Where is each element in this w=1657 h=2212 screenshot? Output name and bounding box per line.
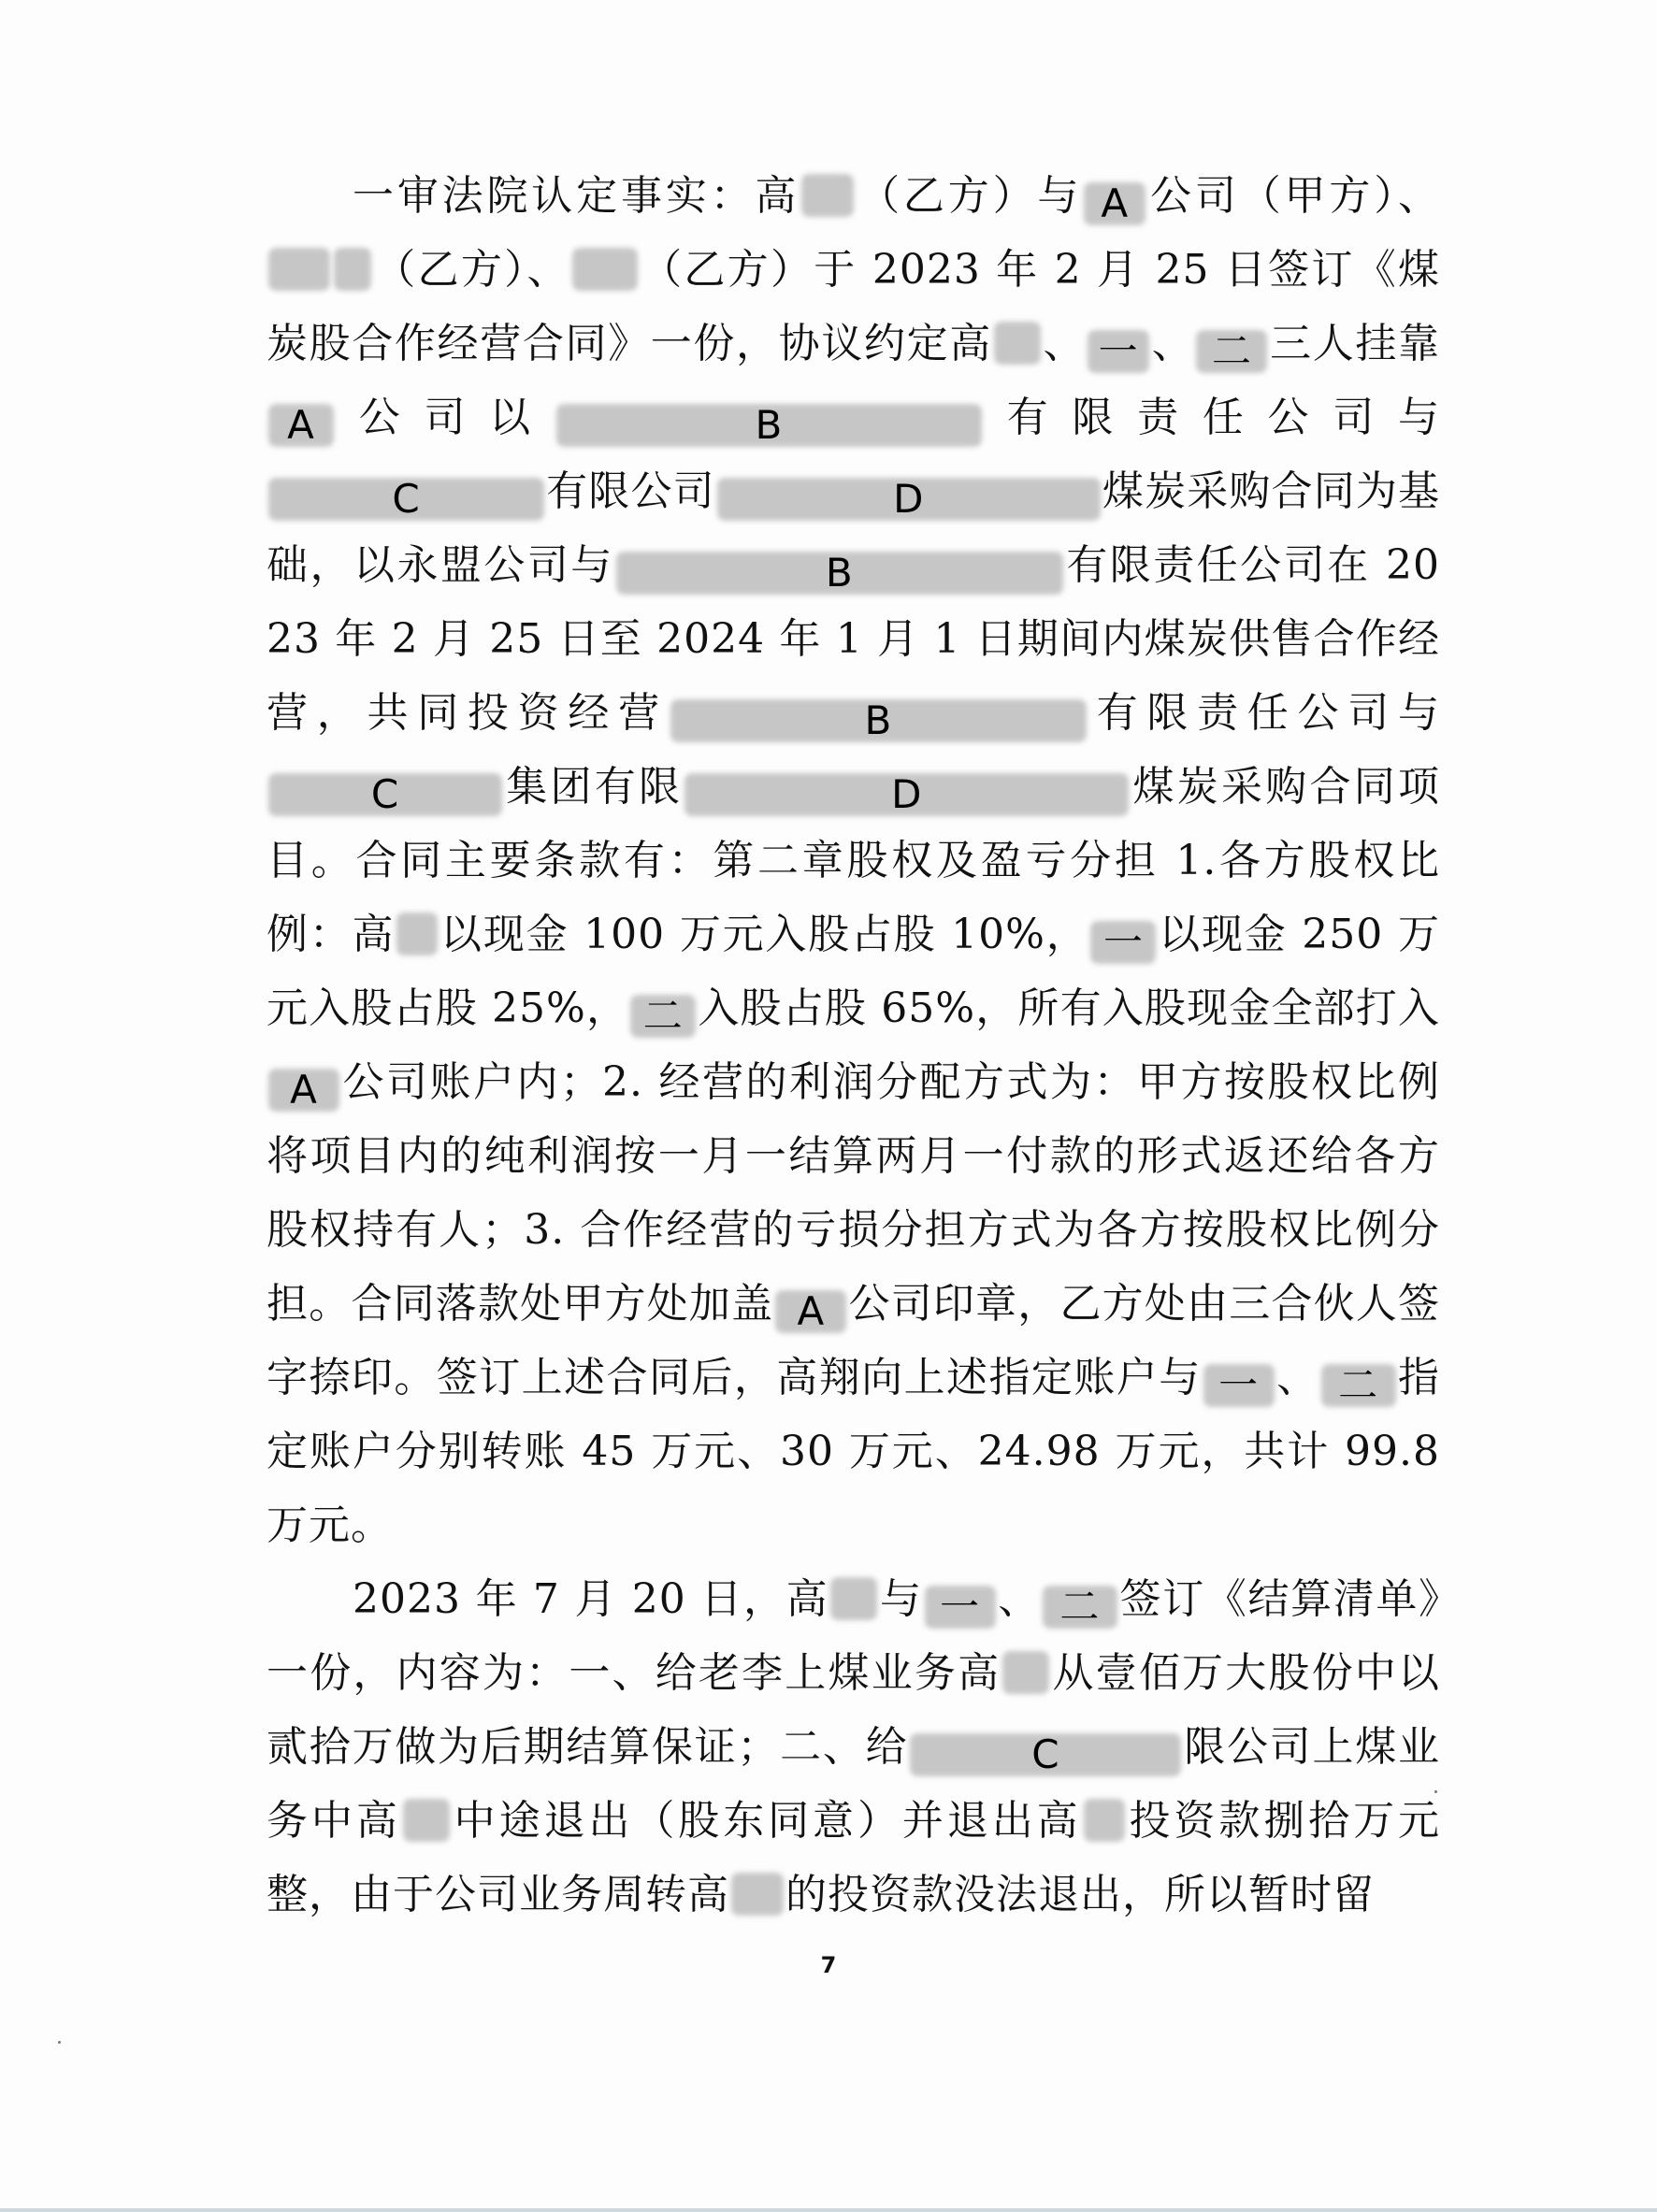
redaction-blur xyxy=(572,248,638,291)
redaction-label: A xyxy=(287,402,315,448)
text-run: 集团有限 xyxy=(504,763,684,811)
text-run: 有限责任公司与 xyxy=(1088,689,1441,737)
text-run: 公司（甲方）、 xyxy=(1147,172,1441,220)
text-run: 限公司上煤业务中高 xyxy=(267,1723,1441,1845)
redaction-block xyxy=(1084,182,1145,225)
redaction-blur xyxy=(1084,1799,1125,1842)
redaction-block xyxy=(268,1069,339,1112)
text-run: 有限责任公司在 2023 年 2 月 25 日至 2024 年 1 月 1 日期间内煤炭供售合作经营，共同投资经营 xyxy=(267,541,1440,737)
text-run: 公司账户内；2. 经营的利润分配方式为：甲方按股权比例将项目内的纯利润按一月一结算两月一付款的形式返还给各方股权持有人；3. 合作经营的亏损分担方式为各方按股权比例分担。合同落款处甲方处加盖 xyxy=(267,1058,1440,1328)
redaction-blur xyxy=(994,322,1041,365)
redaction-block xyxy=(1196,330,1267,373)
redaction-label: A xyxy=(1101,180,1130,226)
scan-edge xyxy=(0,2208,1657,2212)
redaction-label: C xyxy=(370,771,400,817)
redaction-block xyxy=(396,912,438,955)
redaction-block xyxy=(684,773,1129,816)
text-run: 签订《结算清单》一份，内容为：一、给老李上煤业务高 xyxy=(267,1575,1441,1697)
redaction-label: 一 xyxy=(1102,919,1144,965)
text-run: 2023 年 7 月 20 日，高 xyxy=(353,1575,829,1623)
text-run: 指定账户分别转账 45 万元、30 万元、24.98 万元，共计 99.8 万元。 xyxy=(267,1354,1441,1549)
text-run: 投资款捌拾万元整，由于公司业务周转高 xyxy=(267,1797,1441,1918)
redaction-label: 二 xyxy=(1338,1362,1379,1408)
redaction-blur xyxy=(830,1577,877,1620)
text-run: 煤炭采购合同为基础，以永盟公司与 xyxy=(267,467,1441,589)
text-run: 的投资款没法退出，所以暂时留 xyxy=(785,1871,1375,1918)
redaction-label: D xyxy=(891,771,923,817)
redaction-block xyxy=(1084,1799,1125,1842)
text-run: 煤炭采购合同项目。合同主要条款有：第二章股权及盈亏分担 1.各方股权比例：高 xyxy=(267,763,1440,958)
redaction-label: A xyxy=(290,1067,318,1113)
redaction-block xyxy=(1002,1651,1049,1694)
redaction-block xyxy=(268,478,544,521)
redaction-label: 二 xyxy=(1211,328,1252,374)
redaction-block xyxy=(572,248,638,291)
text-run: 与 xyxy=(879,1575,923,1623)
text-run: 从壹佰万大股份中以贰拾万做为后期结算保证；二、给 xyxy=(267,1649,1441,1771)
redaction-block xyxy=(1088,330,1149,373)
redaction-block xyxy=(801,174,854,217)
redaction-block xyxy=(268,404,334,447)
redaction-blur xyxy=(801,174,854,217)
redaction-block xyxy=(1043,1586,1117,1629)
redaction-block xyxy=(268,248,330,291)
text-run: 入股占股 65%，所有入股现金全部打入 xyxy=(698,984,1440,1032)
redaction-block xyxy=(1090,921,1156,964)
text-run: 、 xyxy=(1275,1354,1319,1401)
text-run: （乙方）于 2023 年 2 月 25 日签订《煤炭股合作经营合同》一份，协议约定高 xyxy=(267,246,1440,367)
redaction-label: B xyxy=(864,697,893,743)
redaction-blur xyxy=(1002,1651,1049,1694)
redaction-label: 一 xyxy=(1098,328,1139,374)
text-run: （乙方）与 xyxy=(856,172,1083,220)
text-run: 公司印章，乙方处由三合伙人签字捺印。签订上述合同后，高翔向上述指定账户与 xyxy=(267,1280,1441,1401)
text-run: 有限公司 xyxy=(546,467,715,515)
redaction-block xyxy=(670,699,1087,742)
redaction-label: C xyxy=(1031,1731,1060,1777)
text-run: 三人挂靠 xyxy=(1269,320,1441,367)
redaction-block xyxy=(1321,1364,1396,1407)
redaction-block xyxy=(334,248,371,291)
text-run: （乙方）、 xyxy=(373,246,570,294)
redaction-label: 二 xyxy=(642,993,684,1039)
paragraph-1 xyxy=(267,159,1440,1562)
redaction-block xyxy=(925,1586,996,1629)
redaction-label: A xyxy=(797,1288,826,1334)
text-run: 公司以 xyxy=(336,394,555,441)
paragraph-2 xyxy=(267,1562,1440,1932)
text-run: 、 xyxy=(1042,320,1087,367)
redaction-block xyxy=(1203,1364,1275,1407)
text-run: 以现金 250 万元入股占股 25%， xyxy=(267,911,1440,1032)
text-run: 一审法院认定事实：高 xyxy=(353,172,800,220)
redaction-block xyxy=(556,404,982,447)
redaction-label: B xyxy=(755,402,784,448)
text-run: 中途退出（股东同意）并退出高 xyxy=(451,1797,1082,1845)
redaction-block xyxy=(830,1577,877,1620)
redaction-label: B xyxy=(825,550,854,596)
redaction-block xyxy=(268,773,502,816)
redaction-block xyxy=(717,478,1101,521)
redaction-label: C xyxy=(392,476,421,522)
scan-speck xyxy=(1434,1790,1437,1793)
redaction-blur xyxy=(731,1873,784,1916)
text-run: 以现金 100 万元入股占股 10%， xyxy=(439,911,1089,958)
redaction-label: D xyxy=(893,476,925,522)
redaction-block xyxy=(994,322,1041,365)
redaction-blur xyxy=(268,248,330,291)
redaction-blur xyxy=(396,912,438,955)
scan-speck xyxy=(58,2041,61,2044)
redaction-label: 一 xyxy=(1218,1362,1260,1408)
redaction-label: 一 xyxy=(940,1584,981,1630)
redaction-blur xyxy=(403,1799,450,1842)
redaction-block xyxy=(731,1873,784,1916)
redaction-blur xyxy=(334,248,371,291)
redaction-block xyxy=(910,1733,1181,1776)
page-number: 7 xyxy=(820,1952,837,1978)
document-body xyxy=(267,159,1440,1932)
redaction-block xyxy=(616,552,1063,595)
text-run: 、 xyxy=(997,1575,1041,1623)
redaction-block xyxy=(630,995,696,1038)
text-run: 有限责任公司与 xyxy=(983,394,1441,441)
redaction-block xyxy=(775,1290,846,1333)
redaction-block xyxy=(403,1799,450,1842)
redaction-label: 二 xyxy=(1059,1584,1101,1630)
text-run: 、 xyxy=(1151,320,1195,367)
